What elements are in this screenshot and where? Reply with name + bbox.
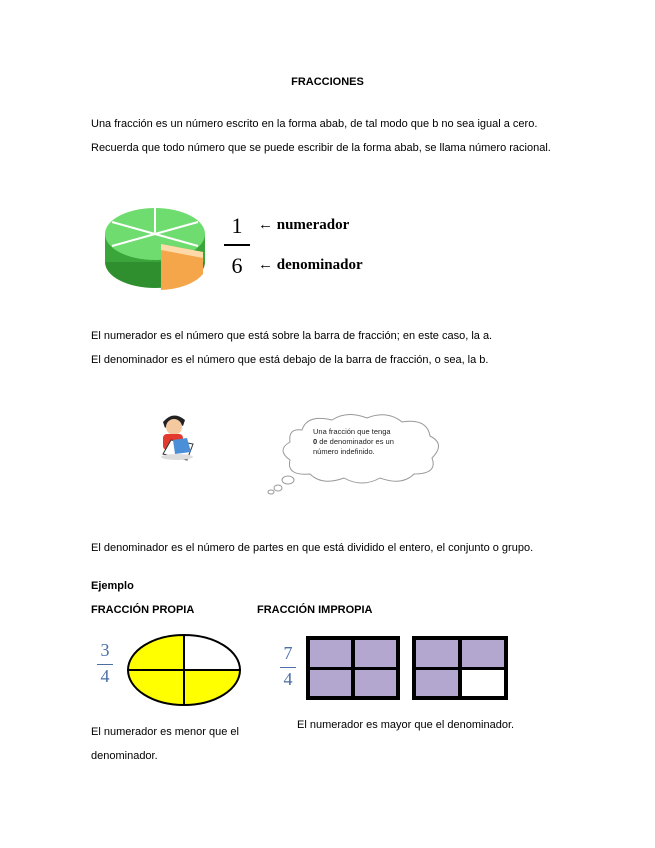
cloud-text [313, 427, 423, 457]
grid-cell-filled [310, 670, 351, 696]
grid-cell-filled [310, 640, 351, 667]
improper-fraction-text: El numerador es mayor que el denominador. [297, 719, 515, 731]
proper-fraction-text: El numerador es menor que el denominador. [91, 726, 239, 762]
boy-reading-illustration [157, 412, 201, 462]
circle-quarter-empty [184, 635, 240, 670]
proper-denominator: 4 [100, 666, 110, 686]
intro-paragraph [91, 112, 563, 160]
cloud-line-3: número indefinido. [313, 447, 375, 456]
fraction-numerator: 1 [231, 213, 243, 238]
grid-cell-filled [416, 670, 458, 696]
grid-cell-filled [355, 670, 396, 696]
pie-chart-illustration [103, 200, 213, 300]
arrow-icon: ← [258, 257, 273, 273]
intro-line-1: Una fracción es un número escrito en la forma abab, de tal modo que b no sea igual a cero. [91, 118, 538, 130]
explanation-line-2: El denominador es el número que está debajo de la barra de fracción, o sea, la b. [91, 354, 489, 366]
grid-cell-empty [462, 670, 504, 696]
fraction-denominator: 6 [231, 253, 243, 278]
improper-denominator: 4 [283, 669, 293, 689]
improper-fraction-grids [304, 634, 510, 702]
improper-numerator: 7 [283, 643, 293, 663]
arrow-icon: ← [258, 217, 273, 233]
shadow [161, 454, 193, 460]
cloud-line-2: 0 de denominador es un [313, 437, 394, 446]
circle-quarter-filled [128, 670, 184, 705]
grid-cell-filled [355, 640, 396, 667]
circle-quarter-filled [184, 670, 240, 705]
grid-cell-filled [416, 640, 458, 667]
book-cover [173, 438, 191, 454]
denominator-arrow-label [258, 257, 363, 274]
head [166, 419, 182, 435]
denominator-definition: El denominador es el número de partes en que está dividido el entero, el conjunto o grupo. [91, 542, 534, 554]
fraction-bar [224, 244, 250, 246]
cloud-bubble [268, 490, 274, 494]
grid-cell-filled [462, 640, 504, 667]
circle-quarter-filled [128, 635, 184, 670]
page-title: FRACCIONES [291, 76, 364, 88]
intro-line-2: Recuerda que todo número que se puede escribir de la forma abab, se llama número racional. [91, 142, 551, 154]
improper-fraction-bar [280, 667, 296, 668]
explanation-paragraph [91, 324, 563, 372]
proper-fraction-bar [97, 664, 113, 665]
improper-fraction-heading: FRACCIÓN IMPROPIA [257, 604, 373, 616]
numerator-label: numerador [276, 217, 350, 233]
proper-fraction-circle [126, 633, 242, 707]
cloud-bubble [274, 485, 282, 491]
explanation-line-1: El numerador es el número que está sobre la barra de fracción; en este caso, la a. [91, 330, 493, 342]
cloud-zero: 0 [313, 437, 318, 446]
cloud-bubble [282, 476, 294, 484]
proper-fraction-heading: FRACCIÓN PROPIA [91, 604, 195, 616]
denominator-label: denominador [276, 257, 363, 273]
numerator-arrow-label [258, 217, 349, 234]
proper-numerator: 3 [100, 640, 110, 660]
cloud-line-1: Una fracción que tenga [313, 427, 391, 436]
example-heading: Ejemplo [91, 580, 134, 592]
